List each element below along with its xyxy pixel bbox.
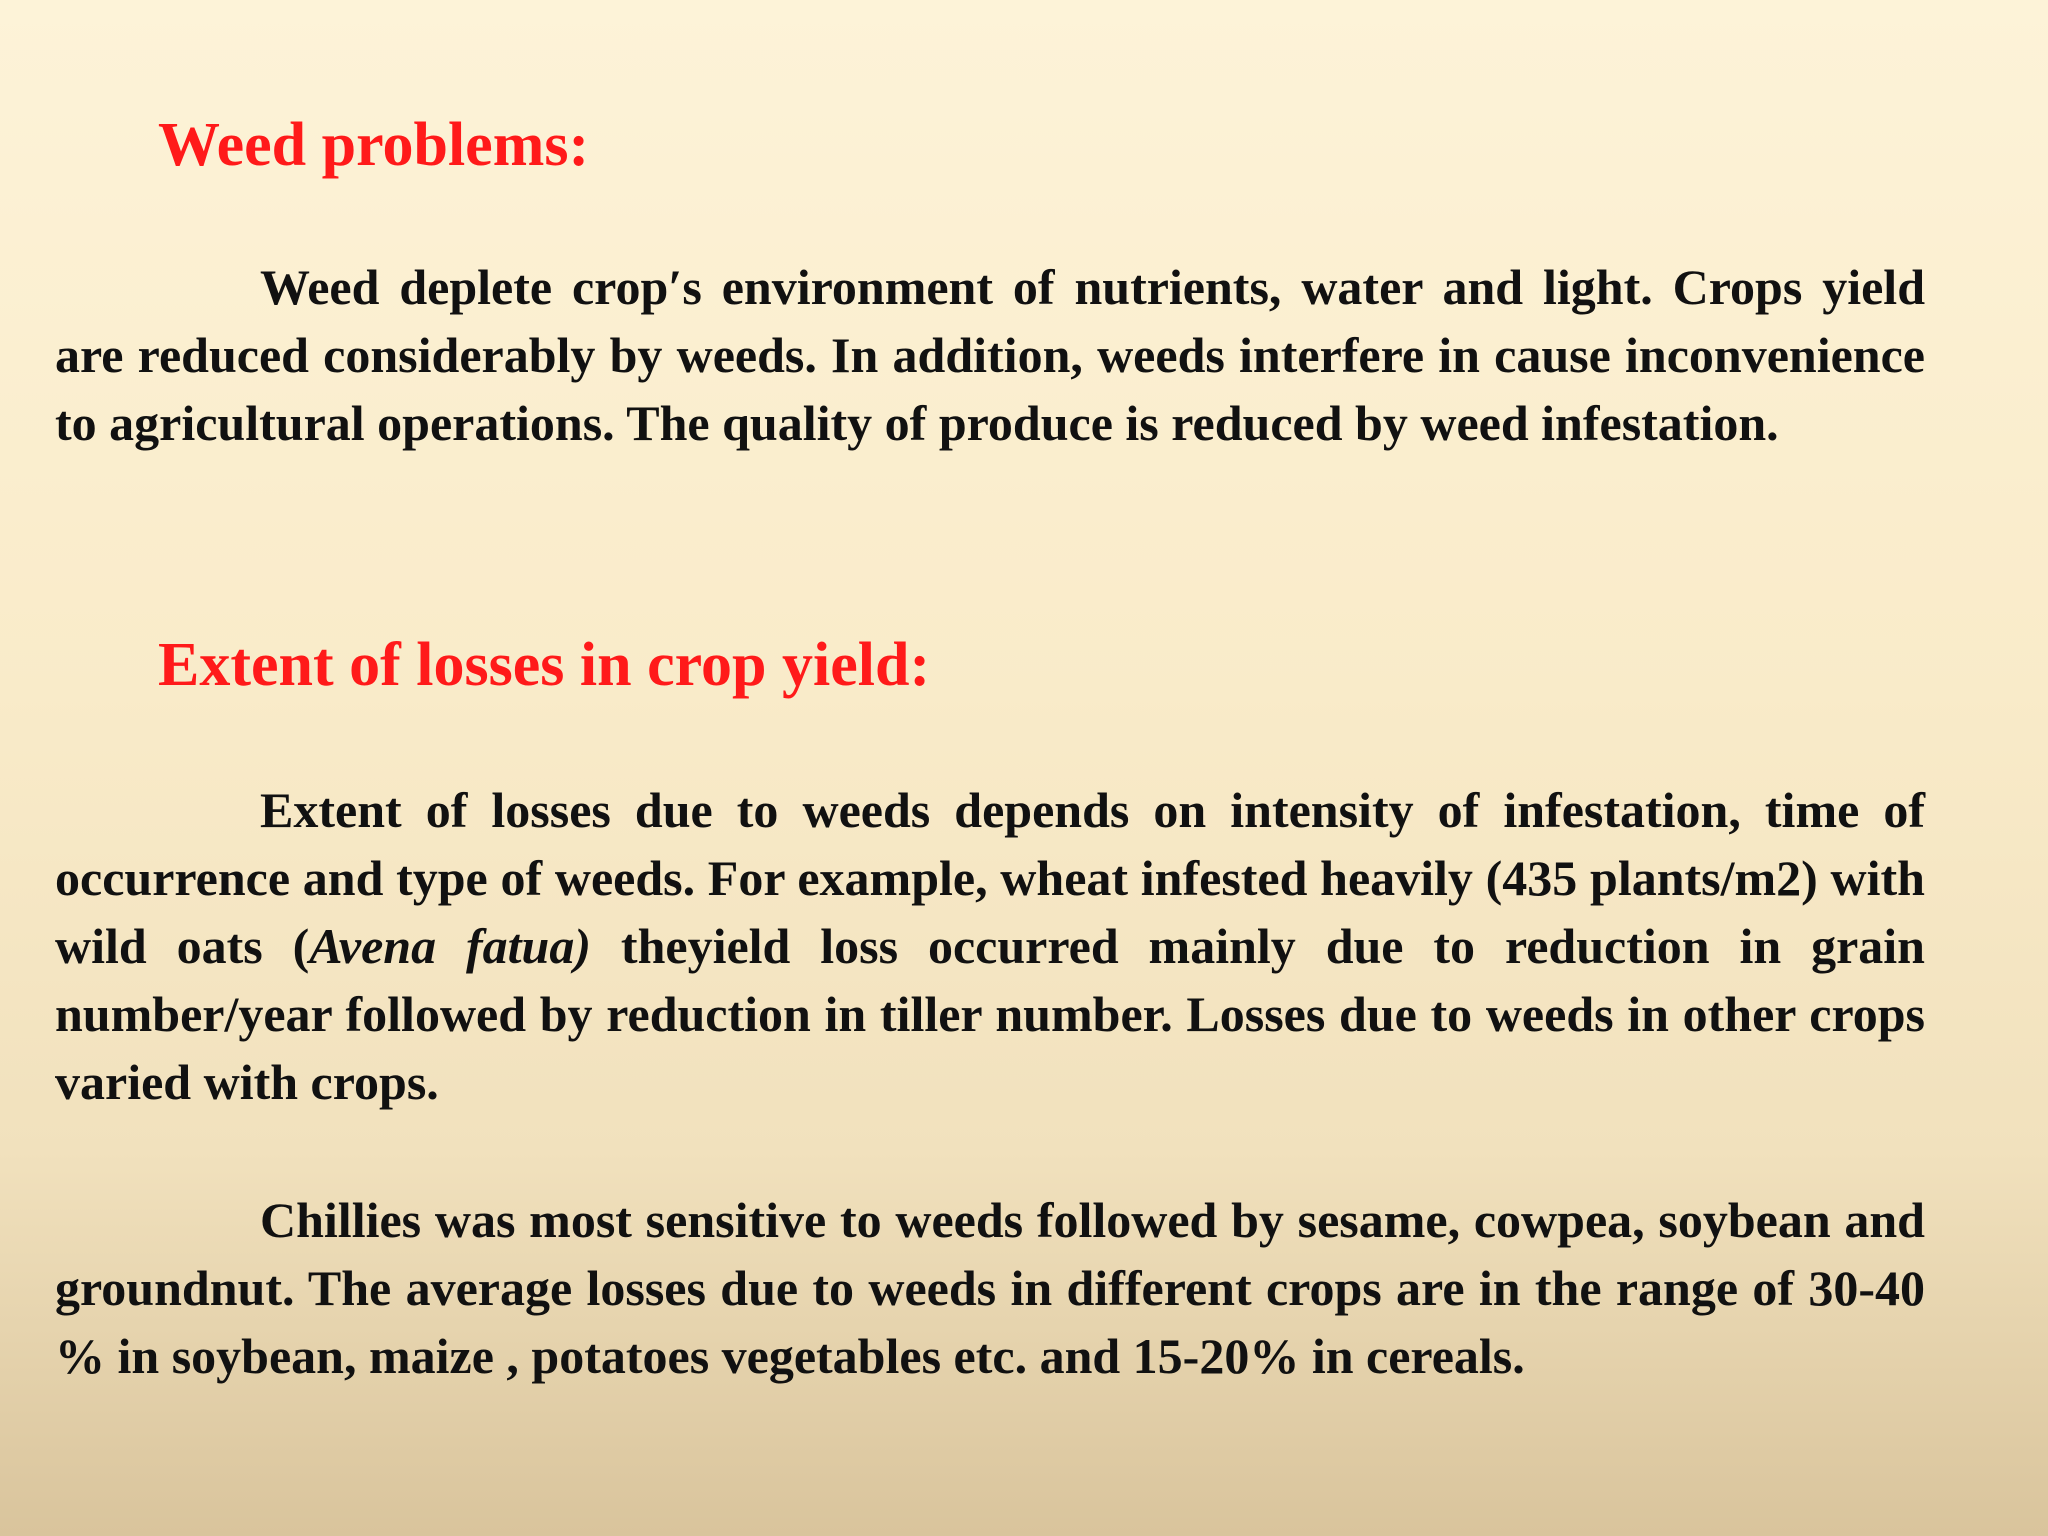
heading-weed-problems: Weed problems: — [158, 111, 590, 179]
heading-extent-of-losses: Extent of losses in crop yield: — [158, 631, 931, 699]
paragraph-extent-of-losses — [55, 776, 1925, 1116]
species-name-italic: Avena fatua) — [309, 918, 592, 974]
paragraph-text-part2: theyield loss occurred mainly due to reduction in grain number/year followed by reduction in tiller number. Losses due to weeds in other crops varied with crops. — [55, 918, 1925, 1110]
paragraph-text-part1: Extent of losses due to weeds depends on intensity of infestation, time of occurrence and type of weeds. For example, wheat infested heavily (435 plants/m2) with wild oats ( — [55, 782, 1925, 974]
paragraph-weed-problems: Weed deplete crop′s environment of nutrients, water and light. Crops yield are reduced considerably by weeds. In addition, weeds interfere in cause inconvenience to agricultural operations. The quality of produce is reduced by weed infestation. — [55, 259, 1925, 451]
paragraph-crop-sensitivity: Chillies was most sensitive to weeds followed by sesame, cowpea, soybean and groundnut. The average losses due to weeds in different crops are in the range of 30-40 % in soybean, maize , potatoes vegetables etc. and 15-20% in cereals. — [55, 1192, 1925, 1384]
